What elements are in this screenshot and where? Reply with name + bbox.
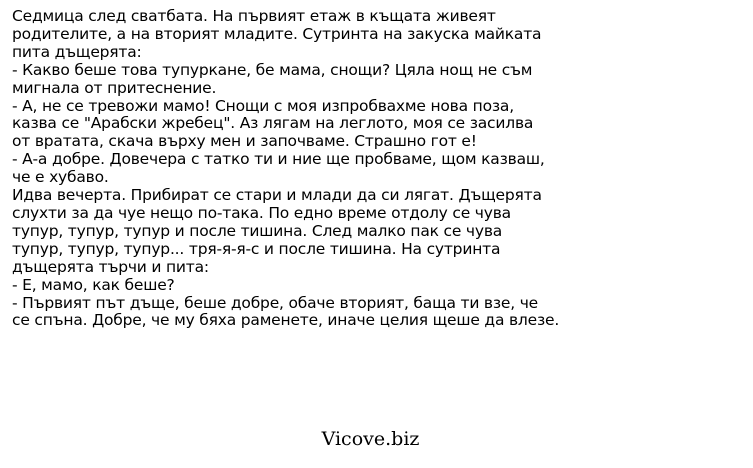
joke-line: Седмица след сватбата. На първият етаж в къщата живеят xyxy=(12,7,496,25)
joke-line: - А, не се тревожи мамо! Снощи с моя изпробвахме нова поза, xyxy=(12,96,514,115)
joke-line: родителите, а на вторият младите. Сутринта на закуска майката xyxy=(12,24,542,43)
joke-line: тупур, тупур, тупур... тря-я-я-с и после тишина. На сутринта xyxy=(12,239,501,258)
joke-line: мигнала от притеснение. xyxy=(12,78,217,97)
site-footer: Vicove.biz xyxy=(321,428,420,450)
joke-line: се спъна. Добре, че му бяха раменете, иначе целия щеше да влезе. xyxy=(12,311,560,330)
joke-line: че е хубаво. xyxy=(12,168,109,187)
joke-line: пита дъщерята: xyxy=(12,42,142,61)
joke-line: - Първият път дъще, беше добре, обаче вторият, баща ти взе, че xyxy=(12,293,538,312)
joke-line: - Е, мамо, как беше? xyxy=(12,275,175,294)
joke-line: Идва вечерта. Прибират се стари и млади да си лягат. Дъщерята xyxy=(12,186,542,205)
joke-text xyxy=(12,8,742,330)
joke-line: дъщерята търчи и пита: xyxy=(12,257,209,276)
joke-line: тупур, тупур, тупур и после тишина. След малко пак се чува xyxy=(12,221,503,240)
joke-line: - Какво беше това тупуркане, бе мама, снощи? Цяла нощ не съм xyxy=(12,60,533,79)
joke-line: казва се "Арабски жребец". Аз лягам на леглото, моя се засилва xyxy=(12,114,534,133)
joke-line: - А-а добре. Довечера с татко ти и ние ще пробваме, щом казваш, xyxy=(12,150,545,169)
joke-line: слухти за да чуе нещо по-така. По едно време отдолу се чува xyxy=(12,203,511,222)
joke-line: от вратата, скача върху мен и започваме. Страшно гот е! xyxy=(12,132,477,151)
